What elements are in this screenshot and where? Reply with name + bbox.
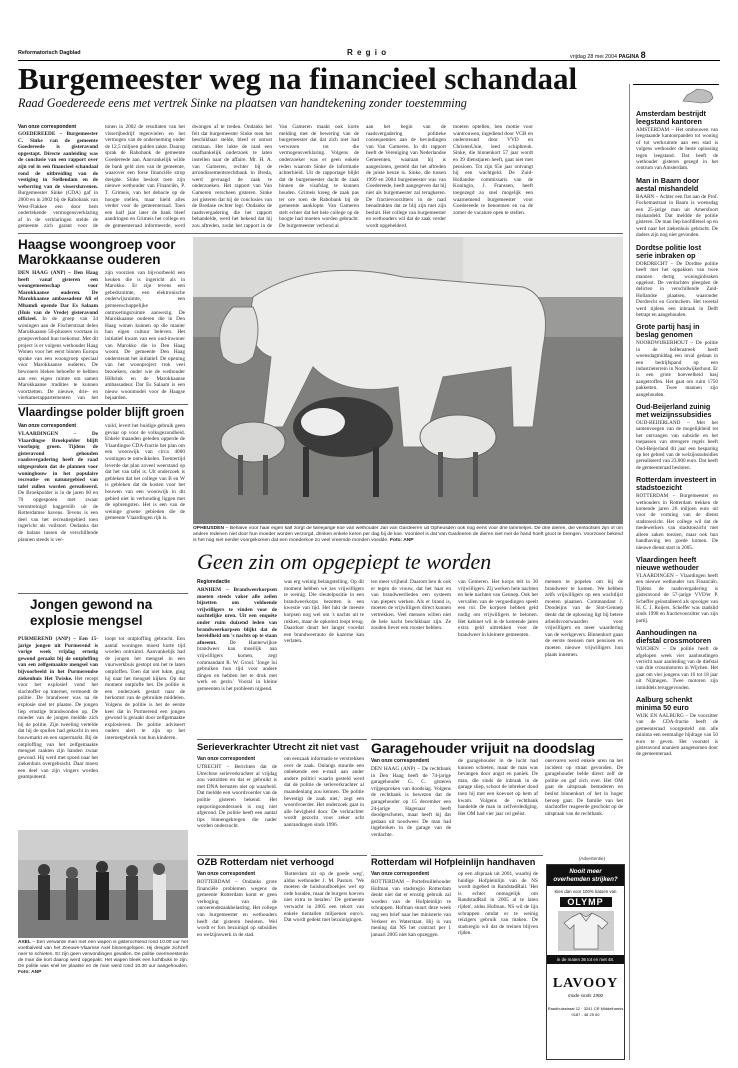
main-lead: GOEDEREEDE – Burgemeester C. Sinke van de gemeente Goedereede is gisteravond opgestapt. Directe aanleiding was de conclusie van een rapport over zijn rol in een financieel schandaal rond de uitbreiding van de vestiging in Stellendam en de weberring van de vissershavenen. xyxy=(18,131,98,190)
kort-item-text: OUD-BEIJERLAND – Met het samenvoegen van de mogelijkheid tot het ontvangen van subsidie en het toepassen van strengere regels heeft Oud-Beijerland dit jaar een besparing op het gebied van de welzijnssubsidies gerealiseerd van 23.000 euro. Dat heeft de gemeenteraad besloten. xyxy=(636,420,718,471)
kort-item-title: Amsterdam bestrijdt leegstand kantoren xyxy=(636,110,706,126)
marokkanen-headline: Haagse woongroep voor Marokkaanse ouderen xyxy=(18,237,176,267)
geen-zin-column-4: van Gemeren. Het korps telt in 30 vrijwilligers. Zij werken hele nachten en hele nachten van Gennep. Ook het vervallen van de vergoedingen speelt een rol. De korpsen hebben geld nodig om vrijwilligers te belonen. Het kabinet wil in de komende jaren extra geld uittrekken voor de brandweer in kleinere gemeenten. xyxy=(458,579,538,638)
geen-zin-column-5: mensen te popelen om bij de brandweer te komen. We hebben zelfs vrijwilligers op een wachtlijst moeten plaatsen. Commandant J. Doodeijns van de Slot-Gennep denkt dat de oplossing ligt bij betere arbeidsvoorwaarden voor vrijwilligers en meer waardering van de werkgevers. Binnenkort gaan de eerste mensen met pensioen en moeten nieuwe vrijwilligers hun plaats innemen. xyxy=(545,579,623,658)
geen-zin-column-3: ten meer vrijheid. Daarom ben ik ook er tegen de vrouw, dat het haar en van brandweerlieden een systeem van piepers werken. Als er brand is, moeten de vrijwilligers direct kunnen vertrekken. Veel mensen willen niet de hele nacht beschikbaar zijn. Ze zouden liever een rooster hebben. xyxy=(371,579,451,632)
vlaardingse-byline: Van onze correspondent xyxy=(18,423,77,429)
geen-zin-byline: Regioredactie xyxy=(197,579,231,585)
kort-item xyxy=(636,177,718,239)
jongen-lead: PURMEREND (ANP) – Een 15-jarige jongen uit Purmerend is vorige week vrijdag ernstig gewond geraakt bij de ontploffing van een zelfgemaakte mengsel van bijvoorbeeld in het Purmerendse ziekenhuis Het Twiske. xyxy=(18,636,98,682)
olymp-logo: OLYMP xyxy=(560,897,612,907)
kort-item xyxy=(636,696,718,758)
marokkanen-col1-text: In de groep van 34 woningen aan de Fischerstraat delen Marokkaanse 50-plussers voortaan in groepsverband hun toekomst. Met dit project is er volgens wethouder Haag Wonen voor het eerst binnen Europa sprake van een woongroep speciaal voor Marokkaanse ouderen. De bewoners bleken behoefte te hebben aan een eigen ruimte om samen Marokkaanse tradities te kunnen voortzetten. De nieuwe, drie- en vierkamerappartementen van het xyxy=(18,316,98,402)
kort-header xyxy=(633,84,719,107)
kort-item xyxy=(636,403,718,471)
kort-item-text: WIJK EN AALBURG – De voorzitter van de CDA-fractie heeft de gemeenteraad voorgesteld om alle minima een eenmalige bijdrage van 50 euro te geven. Het voorstel is gisteravond unaniem aangenomen door de gemeenteraad. xyxy=(636,713,718,758)
kort-item-title: Vlaardingen heeft nieuwe wethouder xyxy=(636,554,699,572)
geen-zin-headline: Geen zin om opgepiept te worden xyxy=(197,549,492,574)
ozb-byline: Van onze correspondent xyxy=(197,871,256,877)
serie-byline: Van onze correspondent xyxy=(197,756,256,762)
olymp-banner-line2: overhemden strijken? xyxy=(553,875,618,883)
geen-zin-col1-text: De Hanterwijkse brandweer kan moeilijk aan vrijwilligers komen, zegt commandant R. W. Grool. 'Jonge lui gebruiken hun tijd voor andere dingen en hebben het te druk met werk en gezin.' Vooral in kleine gemeenten is het probleem nijpend. xyxy=(197,639,277,692)
geen-zin-column-1 xyxy=(197,587,277,737)
olymp-text: Kies dan voor 100% katoen van xyxy=(554,889,617,894)
kort-item-text: AMSTERDAM – Het ombouwen van leegstaande kantoorpanden tot woning of tot werkruimte aan een stad is volgens wethouder de beste oplossing tegen leegstand. Dat heeft de wethouder gisteren gezegd in het centrum van Amsterdam. xyxy=(636,127,718,172)
cow-caption-text: – Behalve voor haar eigen kalf zorgt de tweejarige koe van wethouder Jan van Gardeeren uit Opheusden ook nog eens voor drie lammetjes. De drie dieren, die ventootsen zijn of om andere redenen niet door hun moeder worden verzorgd, drinken enkele keren per dag bij de koe. Voordeel is dat Van Gardeeren de dieren niet met de hand hoeft groot te brengen. Voorzover bekend is het nog niet eerder voorgekomen dat een moederkoe zo veel vreemde monden voedde. xyxy=(193,526,623,543)
main-headline: Burgemeester weg na financieel schandaal xyxy=(18,61,578,96)
kort-sidebar xyxy=(636,110,718,1060)
olymp-footer: in de maten 36 tot en met 48. xyxy=(547,955,624,964)
axel-caption-text: – Een verwarde man met een wapen is gisterochtend rond 10.00 uur het voetbalveld van het Zeeuws-Vlaamse Axel binnengelopen. Hij dreigde zichzelf neer te schieten. Er zijn geen verwondingen gevallen. De politie overmeesterde de man die kort daarop werd opgepakt. Het wapen bleek een luchtbuks te zijn. De politie was snel ter plaatse en de man werd rond 10.30 uur aangehouden. xyxy=(18,940,188,969)
lavooy-subtitle: mode sinds 1900 xyxy=(568,993,603,998)
cow-photo-caption xyxy=(193,526,623,546)
marokkanen-column-1 xyxy=(18,270,98,402)
kort-item-title: Dordtse politie lost serie inbraken op xyxy=(636,242,702,260)
kort-item-text: DORDRECHT – De Dordtse politie heeft met het oppakken van twee mannen dertig woninginbraken opgelost. De verdachten pleegden de delicten in verschillende Zuid-Hollandse plaatsen, waaronder Dordrecht en Gorinchem. Het tweetal werd tijdens een inbraak in Delft betrapt en aangehouden. xyxy=(636,260,718,318)
kort-item xyxy=(636,556,718,624)
kort-item-title: Grote partij hasj in beslag genomen xyxy=(636,322,700,340)
cow-caption-credit: Foto: ANP xyxy=(389,538,414,543)
header-date: vrijdag 28 mei 2004 xyxy=(570,54,618,60)
hofplein-column-1: ROTTERDAM – Portefeuillehouder Hofman van stadsregio Rotterdam denkt niet dat er ernstig gebruik zal worden van de Hofpleinlijn te schrappen. Hofman stuurt deze week nog een brief naar het ministerie van Verkeer en Waterstaat. Hij is van mening dat NS het contract per 1 januari 2005 niet kan opzeggen. xyxy=(371,879,451,938)
ozb-headline: OZB Rotterdam niet verhoogd xyxy=(197,857,334,868)
page-header-right xyxy=(570,50,646,60)
marokkanen-lead: DEN HAAG (ANP) – Den Haag heeft vanaf gisteren een woongemeenschap voor Marokkaanse ouderen. De Marokkaanse ambassadeur Ali el Mhamdi opende Dar Es Salaam (Huis van de Vrede) gisteravond officieel. xyxy=(18,270,98,323)
ozb-column-2: 'Rotterdam zit op de goede weg', aldus wethouder J. M. Pastors. 'We moeten de huishoudboekjes wel op orde houden, maar de burgers hoeven niet extra te betalen.' De gemeente verwacht in 2005 een tekort van enkele tientallen miljoenen euro's. Dat wordt gedekt met bezuinigingen. xyxy=(284,871,364,924)
main-column-4: Van Gameren maakt ook korte melding met de bewering van de burgemeester dat dat zich niet had verwezen tot die vermogensverklaring. Volgens de onderzoeker was er geen enkele reden waarom Sinke de informatie achterhield. Uit de rapportage blijkt dat de burgemeester dacht de zaak binnen de visafslag te kunnen houden. Grimeis kreeg de zaak pas ter ore toen de Rabobank bij de gemeente aanklopte. Van Gameren stelt echter dat het hele college op de hoogte had moeten worden gebracht. De burgemeester verbond al xyxy=(279,124,359,229)
shirt-icon xyxy=(558,911,614,951)
kort-item-text: NOORDWIJKERHOUT – De politie in de bollenstreek heeft woensdagmiddag een inval gedaan in een bedrijfspand op een industrieterrein in Noordwijkerhout. Er is een grote hoeveelheid hasj aangetroffen. Het gaat om ruim 1750 pakketten. Twee mannen zijn aangehouden. xyxy=(636,340,718,398)
kort-item-text: ROTTERDAM – Burgemeester en wethouders in Rotterdam trekken de komende jaren 26 miljoen euro uit voor de vorming van de dienst stadstoezicht. Het college wil dat de medewerkers van stadstoezicht met alleen zaken toezien, maar ook hun handhaving ten goede komen. De nieuwe dienst start in 2005. xyxy=(636,493,718,551)
hofplein-byline: Van onze correspondent xyxy=(371,871,430,877)
kort-item-text: WIJCHEN – De politie heeft de afgelopen week vier aanhoudingen verricht naar aanleiding van de diefstal van drie crossmotoren in Wijchen. Het gaat om vier jongens van 16 tot 18 jaar uit Nijmegen. Twee motoren zijn inmiddels teruggevonden. xyxy=(636,646,718,691)
kort-item xyxy=(636,323,718,398)
vlaardingse-column-2: vuild, levert het huidige gebruik geen gevaar op voor de volksgezondheid. Enkele maanden geleden opperde de Vlaardingse CDA-fractie het plan om een woonwijk van circa 4000 woningen te ontwikkelen. Toentertijd leverde dat plan zoveel weerstand op dat het van tafel is. Uit onderzoek is gebleken dat het college van B en W is gebleken dat de kosten voor het bouwen van een woonwijk in dit gebied niet in verhouding liggen met de opbrengsten. Het is een van de weinige groene gebieden die de gemeente Vlaardingen rijk is. xyxy=(105,423,185,522)
geen-zin-column-2: was erg weinig belangstelling. Op dit moment hebben we zes vrijwilligers te weinig. Die sleutelpositie in een brandweerkorps bezetten is een kwestie van tijd. Het lukt de meeste korpsen nog wel om 's nachts uit te rukken, maar de opkomst loopt terug. Daardoor duurt het langer voordat een brandweerauto de kazerne kan verlaten. xyxy=(284,579,364,645)
main-column-1 xyxy=(18,131,98,229)
ozb-column-1: ROTTERDAM – Ondanks grote financiële problemen wegens de gemeente Rotterdam komt er geen verhoging van de onroerendezaakbelasting. Het college van burgemeester en wethouders heeft dat gisteren besloten. Wel wordt er fors bezuinigd op subsidies en welzijnswerk in de stad. xyxy=(197,879,277,938)
vlaardingse-rule xyxy=(18,404,188,405)
netherlands-map-icon xyxy=(679,87,717,105)
jongen-rule xyxy=(18,593,188,594)
header-page-number: 8 xyxy=(640,50,646,60)
vlaardingse-column-1 xyxy=(18,431,98,589)
axel-photo-caption xyxy=(18,940,188,980)
axel-caption-credit: Foto: ANP xyxy=(18,970,42,975)
kort-item xyxy=(636,476,718,551)
main-column-5: aan het begin van de raadsvergadering politieke consequenties aan de bevindingen van Van Gameren. In dit rapport heeft de Vereniging van Nederlandse Gemeenten, waaraan hij is aangesloten, gesteld dat het aftreden de juiste keuze is. Sinke, die tussen 1999 en 2004 burgemeester was van Goedereede, heeft aangegeven dat hij niet als burgemeester zal terugkeren. De fractievoorzitters in de raad benadrukten dat ze blij zijn met zijn besluit. Het college van burgemeester en wethouders wil dat de zaak verder wordt opgehelderd. xyxy=(366,124,446,229)
kort-item-text: BAARN – Achter een flat aan de Prof. Fockemastraat in Baarn is woensdag een 25-jarige man uit Amersfoort mishandeld. Dat meldde de politie gisteren. De man liep hoofdletsel op en werd naar het ziekenhuis gebracht. De daders zijn nog niet gevonden. xyxy=(636,193,718,239)
kort-item xyxy=(636,244,718,319)
axel-photo xyxy=(18,830,188,938)
garage-column-2: de garagehouder in de lucht had kunnen schieten, maar de man was bevangen door angst en paniek. De man, die sinds de inbraak in de garage sliep, schoot de inbreker dood toen hij met een koevoet op hem af kwam. Volgens de rechtbank handelde de man in zelfverdediging. Het OM had vier jaar cel geëist. xyxy=(458,758,538,817)
geen-zin-lead: ARNHEM – Brandweerkorpsen moeten steeds vaker alle zeilen bijzetten om voldoende vrijwilligers te vinden voor de nachtelijke uren. Uit een enquête onder ruim duizend leden van brandweerkorpsen blijkt dat de bereidheid om 's nachts op te staan afneemt. xyxy=(197,587,277,646)
kort-item-title: Man in Baarn door aestal mishandeld xyxy=(636,175,700,193)
garage-column-3: onervaren werd enkele uren na het incident op straat gevonden. De garagehouder belde direct zelf de politie en gaf zich over. Het OM gaat de uitspraak bestuderen en beslist binnenkort of het in hoger beroep gaat. De familie van het slachtoffer reageerde geschokt op de uitspraak van de rechtbank. xyxy=(545,758,623,817)
vlaardingse-headline: Vlaardingse polder blijft groen xyxy=(18,407,185,419)
main-column-6: moeten optellen, ben mottie voor wantrouwen, ingediend door VGB en ondersteund door VVD en ChristenUnie, leed schipbreuk. Sinke, die binnenkort 57 jaar wordt en 39 dienstjaren heeft, gaat niet met pensioen. Tot zijn 65e jaar ontvangt hij een wachtgeld. De Zuid-Hollandse commissaris van de Koningin, J. Franssen, heeft toegezegd zo snel mogelijk een waarnemend burgemeester voor Goedereede te benoemen en na de zomer de vacature open te stellen. xyxy=(453,124,533,216)
header-page-label: PAGINA xyxy=(618,54,640,60)
kort-item-title: Rotterdam investeert in stadstoezicht xyxy=(636,475,717,493)
hofplein-column-2: op een afspraak uit 2001, waarbij de huidige Hofpleinlijn van de NS wordt ingebed in RandstadRail. 'Het is echter onmogelijk om RandstadRail in 2005 al te laten rijden', aldus Hofman. NS wil de lijn schrappen omdat er te weinig reizigers gebruik van maken. De stadsregio wil dat de treinen blijven rijden. xyxy=(458,871,538,937)
olymp-banner xyxy=(547,865,624,886)
lavooy-address: Raadhuisstraat 12 · 3241 CR Middelharnis xyxy=(547,1006,624,1011)
section-name: R e g i o xyxy=(347,48,388,57)
olymp-banner-line1: Nooit meer xyxy=(569,868,602,875)
lavooy-phone: 0187 - 48 25 00 xyxy=(571,1012,600,1017)
jongen-column-2: loopt tot ontploffing gebracht. Een aantal woningen moest korte tijd worden ontruimd. Aanvankelijk had de jongen het mengsel in een vuurwerkbuis gestopt om het te laten ontploffen. Toen dat niet lukte, ging hij naar het mengsel kijken. Op dat moment ontplofte het. De politie is een onderzoek gestart naar de herkomst van de gebruikte middelen. Volgens de politie is het de eerste keer dat in Purmerend een jongen gewond is geraakt door zelfgemaakte explosieven. De politie adviseert ouders alert te zijn op het internetgebruik van hun kinderen. xyxy=(105,636,185,741)
hofplein-headline: Rotterdam wil Hofpleinlijn handhaven xyxy=(371,857,536,867)
jongen-column-1 xyxy=(18,636,98,824)
garage-byline: Van onze correspondent xyxy=(371,758,430,764)
axel-photo-illustration xyxy=(18,830,188,938)
kort-item-title: Oud-Beijerland zuinig met weizijnssubsidies xyxy=(636,402,712,419)
ad-label: (Advertentie) xyxy=(578,856,606,861)
vlaardingse-lead: VLAARDINGEN – De Vlaardingse Broekpolder blijft voorlopig groen. Tijdens de gisteravond gehouden raadsvergadering heeft de raad uitgesproken dat de plannen voor woningbouw in het populaire recreatie- en natuurgebied van tafel zullen worden gerealiseerd. xyxy=(18,431,98,490)
ozb-rule xyxy=(197,855,367,856)
serie-column-1: UTRECHT – Berichten dat de Utrechtse serieverkrachter al vrijdag zou vastzitten en dat er gebruikt is met DNA berusten niet op waarheid. Dat meldde een woordvoerder van de politie gisteren bekend. Het opsporingsonderzoek is nog niet afgerond. De politie heeft een aantal tips binnengekregen die nader worden onderzocht. xyxy=(197,764,277,830)
section-rule xyxy=(18,233,623,234)
sidebar-divider xyxy=(629,84,630,1060)
serie-column-2: om eenzaak informatie te verstrekken over de zaak. Onlangs stuurde een onbekende een e-mail aan ander andere politici waarin gesteld werd dat de politie de serieverkrachter al maandenlang zou kennen. 'De politie bevestigt de zaak niet,' zegt een woordvoerder. Het onderzoek gaat in alle hevigheid door. De verkrachter wordt gezocht voor zeker acht aanrandingen sinds 1996. xyxy=(284,756,364,828)
main-subtitle: Raad Goedereede eens met vertrek Sinke na plaatsen van handtekening zonder toestemming xyxy=(18,96,467,110)
cow-photo xyxy=(193,237,623,524)
main-byline: Van onze correspondent xyxy=(18,124,77,130)
jongen-col1-text: Het recept voor het explosief vond het slachtoffer op internet, vermoedt de politie. De brandweer was na de explosie snel ter plaatse. De jongen liep ernstige brandwonden op. De moeder van de jongen meldde zich bij de politie. Zijn tweeling vertelde dat hij de spullen had gekocht in een bouwmarkt en een supermarkt. Bij de ontploffing van het zelfgemaakte mengsel raakten zijn handen zwaar gewond. Hij werd met spoed naar het ziekenhuis overgebracht. Daar moest een deel van zijn vingers worden geamputeerd. xyxy=(18,675,98,781)
garage-headline: Garagehouder vrijuit na doodslag xyxy=(371,740,596,756)
lavooy-logo: LAVOOY xyxy=(552,976,619,991)
main-column-3: dwongen af te treden. Ondanks het feit dat burgemeester Sinke toen het beschikbaar stelde, bleef er onrust ontstaan. Het lukte de raad een onafhankelijk onderzoek te laten instellen naar de affaire. Mr. H. A. van Gameren, rechter bij de arrondissementsrechtbank in Breda, werd gevraagd de zaak te onderzoeken. Het rapport van Van Gameren verscheen gisteren. Sinke zei gisteren dat hij de conclusies van de Bredase rechter legt. Ondanks de raadsvergadering die het rapport behandelde, werd het bekend dat hij zou aftreden, zodat het rapport in de xyxy=(192,124,272,229)
main-column-2: tonen in 2002 de resultaten van het visserijbedrijf tegenvielen en het vermogen van de onderneming onder de 12,5 miljoen gulden zakte. Daarop sprak de Rabobank de gemeente Goedereede aan. Aanvankelijk wilde de bank geld zien van de gemeente, waarover een forse financiële strop dreigde. Sinke besloot toen zijn nieuwe wethouder van Financiën, P. T. Grimeis, van het debacle op de hoogte stellen, maar hield alles verder voor de gemeenteraad. Toen een half jaar later de bank bleef aandringen en Grimeis het college en de gemeenteraad informeerde, werd xyxy=(105,124,185,229)
serie-rule xyxy=(197,739,367,740)
shirt-image xyxy=(558,911,614,951)
hofplein-rule xyxy=(371,855,543,856)
serie-headline: Serieverkrachter Utrecht zit niet vast xyxy=(197,742,359,752)
kort-item-text: VLAARDINGEN – Vlaardingen heeft een nieuwe wethouder van Financiën. Tijdens de raadsvergadering is gisteravond de 57-jarige VVD'er P. Scheffer geïnstalleerd als opvolger van H. C. J. Roijers. Scheffer was raadslid sinds 1998 en fractievoorzitter van zijn partij. xyxy=(636,572,718,624)
newspaper-name: Reformatorisch Dagblad xyxy=(18,50,81,56)
kort-item-title: Aalburg schenkt minima 50 euro xyxy=(636,695,693,712)
vlaardingse-col1-text: De Broekpolder is in de jaren 60 en 70 opgespoten met zwaar verontreinigd baggerslib uit de Rotterdamse havens. Tevens is een deel van het recreatiegebied toen ingericht als vuilstort. Ondanks dat de balans tussen de verschillende plannen steeds is ver- xyxy=(18,490,98,543)
main-col1-text: Burgemeester Sinke (CDA) gaf in 2000 en in 2002 bij de Rabobank van West-Flakkee een door hem ondertekende vermogensverklaring af in de verklaringen stelde de gemeente zich garant voor de xyxy=(18,190,98,229)
garage-column-1: DEN HAAG (ANP) – De rechtbank in Den Haag heeft de 74-jarige garagehouder G. C. gisteren vrijgesproken van doodslag. Volgens de rechtbank is bewezen dat de garagehouder op 15 december een 24-jarige Hagenaar heeft doodgeschoten, maar heeft hij dat gedaan uit noodweer. De man had ingebroken in de garage van de verdachte. xyxy=(371,766,451,838)
kort-item-title: Aanhoudingen na diefstal crossmotoren xyxy=(636,628,712,646)
kort-item xyxy=(636,110,718,172)
cow-photo-illustration xyxy=(193,237,623,524)
kort-item xyxy=(636,629,718,691)
jongen-headline: Jongen gewond na explosie mengsel xyxy=(30,597,153,628)
cow-caption-label: OPHEUSDEN xyxy=(193,526,224,531)
advertisement[interactable] xyxy=(546,864,625,1060)
marokkanen-column-2: zijn voorzien van bijvoorbeeld een keuken die is ingericht als in Marokko. Er zijn tevens een gebedsruimte, een elektronische onderwijsruimte, een gemeenschappelijke ontmoetingsruimte aanwezig. De Marokkaanse ouderen die in Den Haag wonen kunnen op die manier hun eigen cultuur beleven. Het initiatief kwam van een oud-inwoner van Marokko die in Den Haag woont. De gemeente Den Haag ondersteunt het initiatief. De opening van het woonproject trok veel bezoekers, onder wie de wethouder Hilbrink en de Marokkaanse ambassadeur. Dar Es Salaam is een nieuw woonmodel voor de Haagse bejaarden. xyxy=(105,270,185,402)
axel-caption-label: AXEL xyxy=(18,940,31,945)
